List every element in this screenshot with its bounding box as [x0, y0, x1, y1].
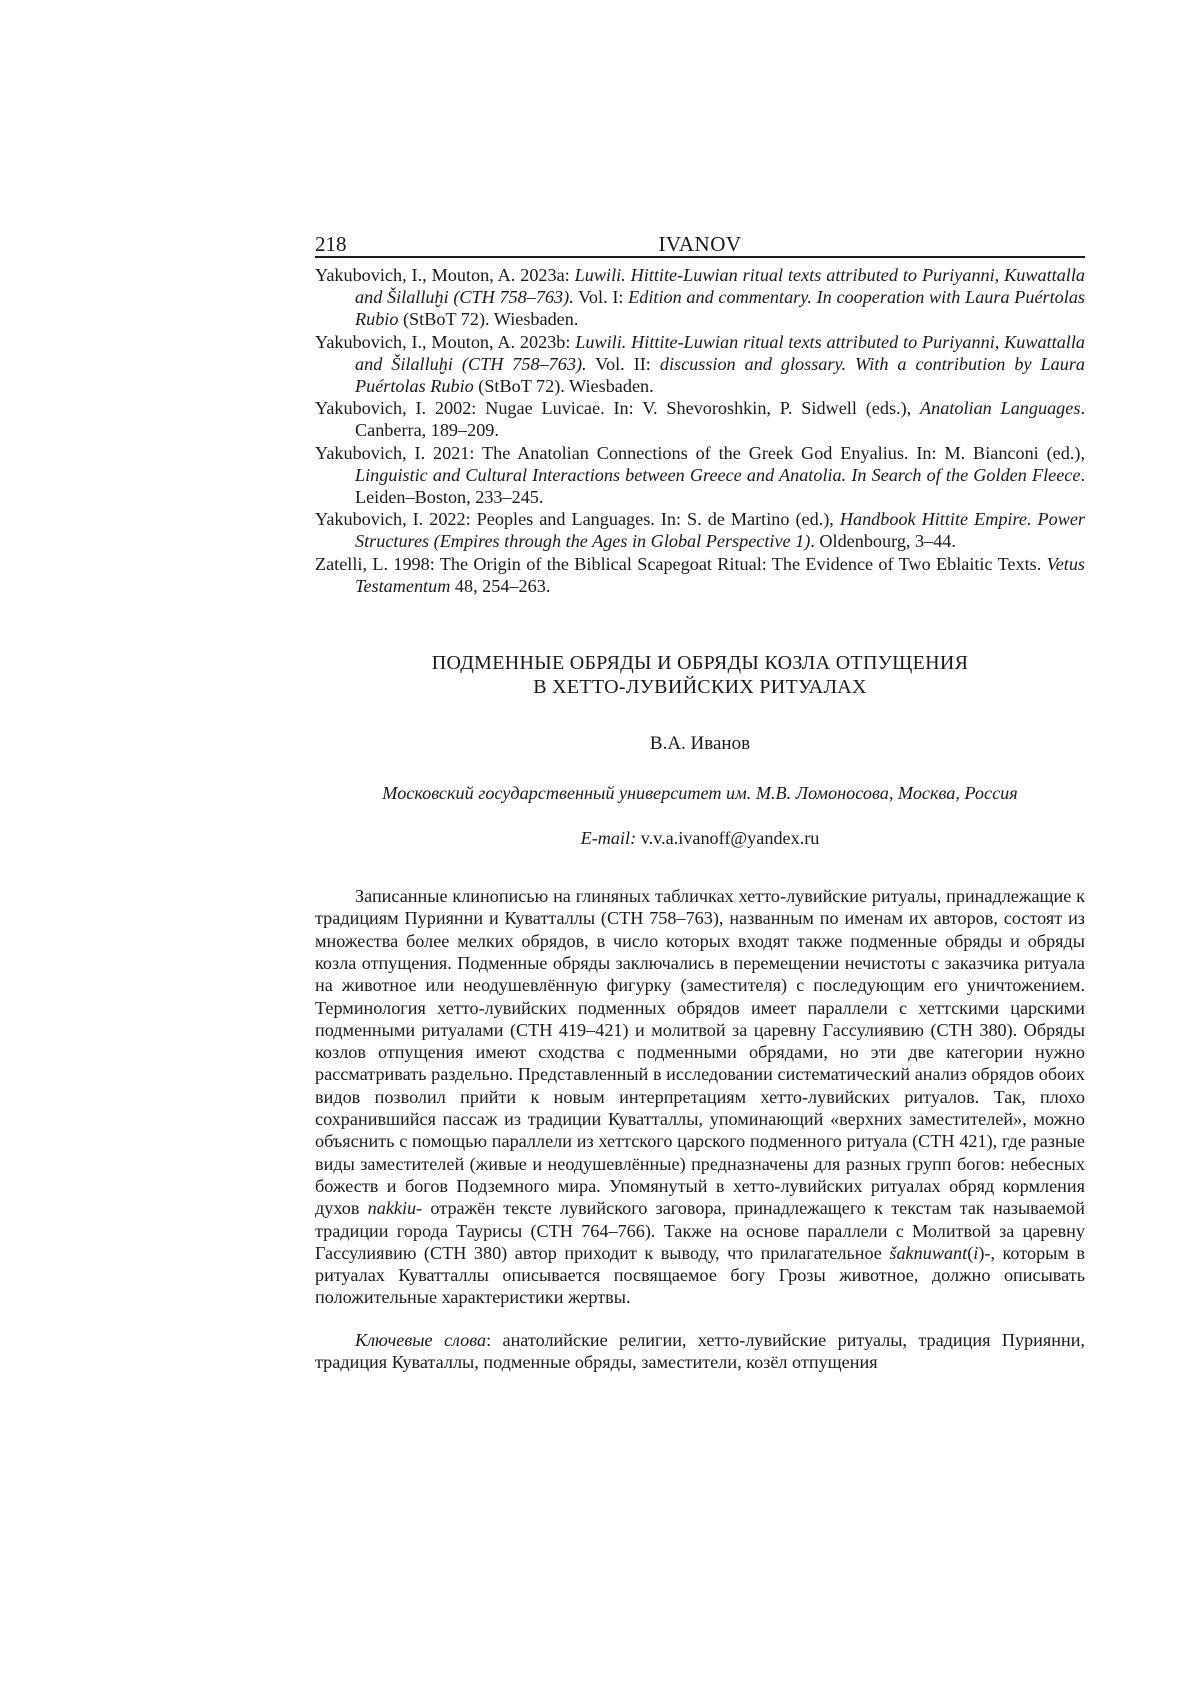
author-name: В.А. Иванов	[649, 733, 751, 755]
author-email	[315, 828, 1085, 849]
article-title-line: В ХЕТТО-ЛУВИЙСКИХ РИТУАЛАХ	[533, 676, 867, 699]
reference-entry: Yakubovich, I. 2002: Nugae Luvicae. In: V. Shevoroshkin, P. Sidwell (eds.), Anatolian Languages. Canberra, 189–209.	[315, 398, 1085, 441]
page-content	[315, 226, 1085, 1373]
email-address: v.v.a.ivanoff@yandex.ru	[636, 828, 820, 849]
author-affiliation: Московский государственный университет им. М.В. Ломоносова, Москва, Россия	[382, 783, 1018, 804]
running-header	[315, 226, 1085, 258]
keywords-text: : анатолийские религии, хетто-лувийские ритуалы, традиция Пуриянни, традиция Куваталлы, подменные обряды, заместители, козёл отпущения	[315, 1329, 1085, 1372]
page-number: 218	[315, 232, 347, 256]
keywords-label: Ключевые слова	[355, 1329, 487, 1350]
article-title	[315, 651, 1085, 699]
reference-entry: Yakubovich, I. 2022: Peoples and Languages. In: S. de Martino (ed.), Handbook Hittite Empire. Power Structures (Empires through the Ages in Global Perspective 1). Oldenbourg, 3–44.	[315, 509, 1085, 552]
reference-entry: Yakubovich, I. 2021: The Anatolian Connections of the Greek God Enyalius. In: M. Bianconi (ed.), Linguistic and Cultural Interactions between Greece and Anatolia. In Search of the Golden Fleece. Leiden–Boston, 233–245.	[315, 442, 1085, 508]
reference-entry: Zatelli, L. 1998: The Origin of the Biblical Scapegoat Ritual: The Evidence of Two Eblaitic Texts. Vetus Testamentum 48, 254–263.	[315, 553, 1085, 596]
reference-entry: Yakubovich, I., Mouton, A. 2023b: Luwili. Hittite-Luwian ritual texts attributed to Puriyanni, Kuwattalla and Šilalluḫi (CTH 758–763). Vol. II: discussion and glossary. With a contribution by Laura Puértolas Rubio (StBoT 72). Wiesbaden.	[315, 331, 1085, 397]
reference-entry: Yakubovich, I., Mouton, A. 2023a: Luwili. Hittite-Luwian ritual texts attributed to Puriyanni, Kuwattalla and Šilalluḫi (CTH 758–763). Vol. I: Edition and commentary. In cooperation with Laura Puértolas Rubio (StBoT 72). Wiesbaden.	[315, 265, 1085, 330]
article-title-line: ПОДМЕННЫЕ ОБРЯДЫ И ОБРЯДЫ КОЗЛА ОТПУЩЕНИЯ	[431, 652, 969, 675]
abstract: Записанные клинописью на глиняных табличках хетто-лувийские ритуалы, принадлежащие к традициям Пуриянни и Куватталлы (CTH 758–763), названным по именам их авторов, состоят из множества более мелких обрядов, в число которых входят также подменные обряды и обряды козла отпущения. Подменные обряды заключались в перемещении нечистоты с заказчика ритуала на животное или неодушевлённую фигурку (заместителя) с последующим его уничтожением. Терминология хетто-лувийских подменных обрядов имеет параллели с хеттскими царскими подменными ритуалами (CTH 419–421) и молитвой за царевну Гассулиявию (CTH 380). Обряды козлов отпущения имеют сходства с подменными обрядами, но эти две категории нужно рассматривать раздельно. Представленный в исследовании систематический анализ обрядов обоих видов позволил прийти к новым интерпретациям хетто-лувийских ритуалов. Так, плохо сохранившийся пассаж из традиции Куватталлы, упоминающий «верхних заместителей», можно объяснить с помощью параллели из хеттского царского подменного ритуала (CTH 421), где разные виды заместителей (живые и неодушевлённые) предназначены для разных групп богов: небесных божеств и богов Подземного мира. Упомянутый в хетто-лувийских ритуалах обряд кормления духов nakkiu- отражён тексте лувийского заговора, принадлежащего к текстам так называемой традиции города Таурисы (CTH 764–766). Также на основе параллели с Молитвой за царевну Гассулиявию (CTH 380) автор приходит к выводу, что прилагательное šaknuwant(i)-, которым в ритуалах Куватталлы описывается посвящаемое богу Грозы животное, должно описывать положительные характеристики жертвы.	[315, 886, 1086, 1308]
running-title: IVANOV	[658, 232, 742, 256]
keywords	[315, 1329, 1085, 1374]
email-label: E-mail:	[580, 828, 637, 849]
references-list	[315, 264, 1085, 597]
